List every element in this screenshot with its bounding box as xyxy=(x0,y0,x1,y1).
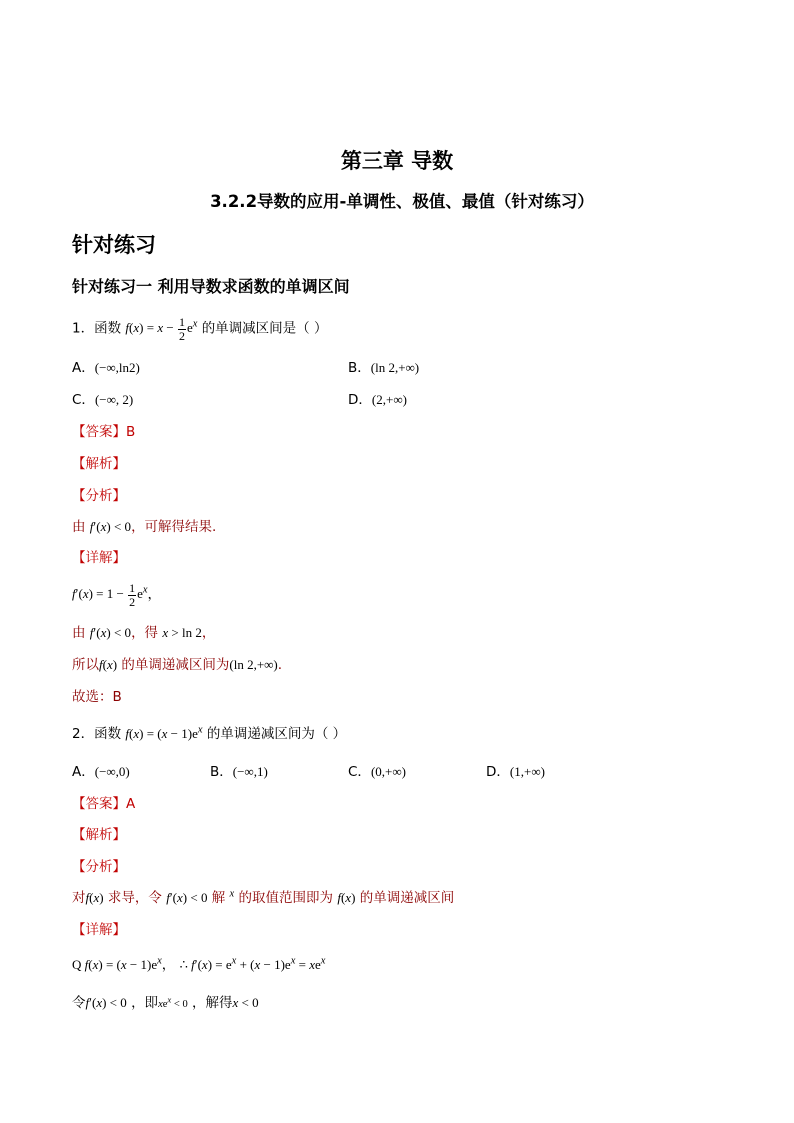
q1-choice: 故选：B xyxy=(72,689,122,705)
q2-option-c: C．(0,+∞) xyxy=(348,764,406,780)
q1-fenxi-text: 由 f′(x) < 0，可解得结果. xyxy=(72,519,217,535)
q1-formula: f(x) = x − $\frac{1}{2}$ $e^x$ xyxy=(125,315,198,343)
chapter-title: 第三章 导数 xyxy=(340,149,454,173)
q1-xiangjie-label: 【详解】 xyxy=(72,550,126,566)
q1-option-a: A．(−∞,ln2) xyxy=(72,360,140,376)
q1-solve-line: 由 f′(x) < 0，得 x > ln 2， xyxy=(72,625,216,641)
q1-option-b: B．(ln 2,+∞) xyxy=(348,360,420,376)
q2-derivative-line: Q $f(x) = (x - 1)e^x$， ∴ $f'(x) = e^x + (x - 1)e^x = xe^x$ xyxy=(72,955,326,973)
subsection-heading: 针对练习一 利用导数求函数的单调区间 xyxy=(72,277,350,296)
q2-option-a: A．(−∞,0) xyxy=(72,764,130,780)
q2-fenxi-label: 【分析】 xyxy=(72,859,126,875)
section-heading: 针对练习 xyxy=(72,233,156,257)
q2-jiexi-label: 【解析】 xyxy=(72,827,126,843)
q2-fenxi-text: 对f(x) 求导，令 f′(x) < 0 解 $^x$ 的取值范围即为 f(x) 的单调递减区间 xyxy=(72,888,455,906)
q1-derivative-line: f′(x) = 1 − $\frac{1}{2}$ $e^x$， xyxy=(72,581,162,609)
lesson-subtitle: 3.2.2导数的应用-单调性、极值、最值（针对练习） xyxy=(210,192,594,211)
question-1: 1．函数 f(x) = x − $\frac{1}{2}$ $e^x$ 的单调减区间是（ ） xyxy=(72,315,328,343)
q2-xiangjie-label: 【详解】 xyxy=(72,922,126,938)
q2-option-b: B．(−∞,1) xyxy=(210,764,268,780)
question-2: 2．函数 $f(x) = (x - 1)e^x$ 的单调递减区间为（ ） xyxy=(72,724,347,742)
q1-fenxi-label: 【分析】 xyxy=(72,488,126,504)
q1-jiexi-label: 【解析】 xyxy=(72,456,126,472)
q2-option-d: D．(1,+∞) xyxy=(486,764,545,780)
q1-option-c: C．(−∞, 2) xyxy=(72,392,134,408)
q2-answer: 【答案】A xyxy=(72,796,136,812)
q1-answer: 【答案】B xyxy=(72,424,136,440)
q1-conclusion-line: 所以f(x) 的单调递减区间为(ln 2,+∞). xyxy=(72,657,283,673)
q1-option-d: D．(2,+∞) xyxy=(348,392,407,408)
q2-solve-line: 令f′(x) < 0 ，即$xe^x < 0$ ，解得x < 0 xyxy=(72,994,259,1011)
